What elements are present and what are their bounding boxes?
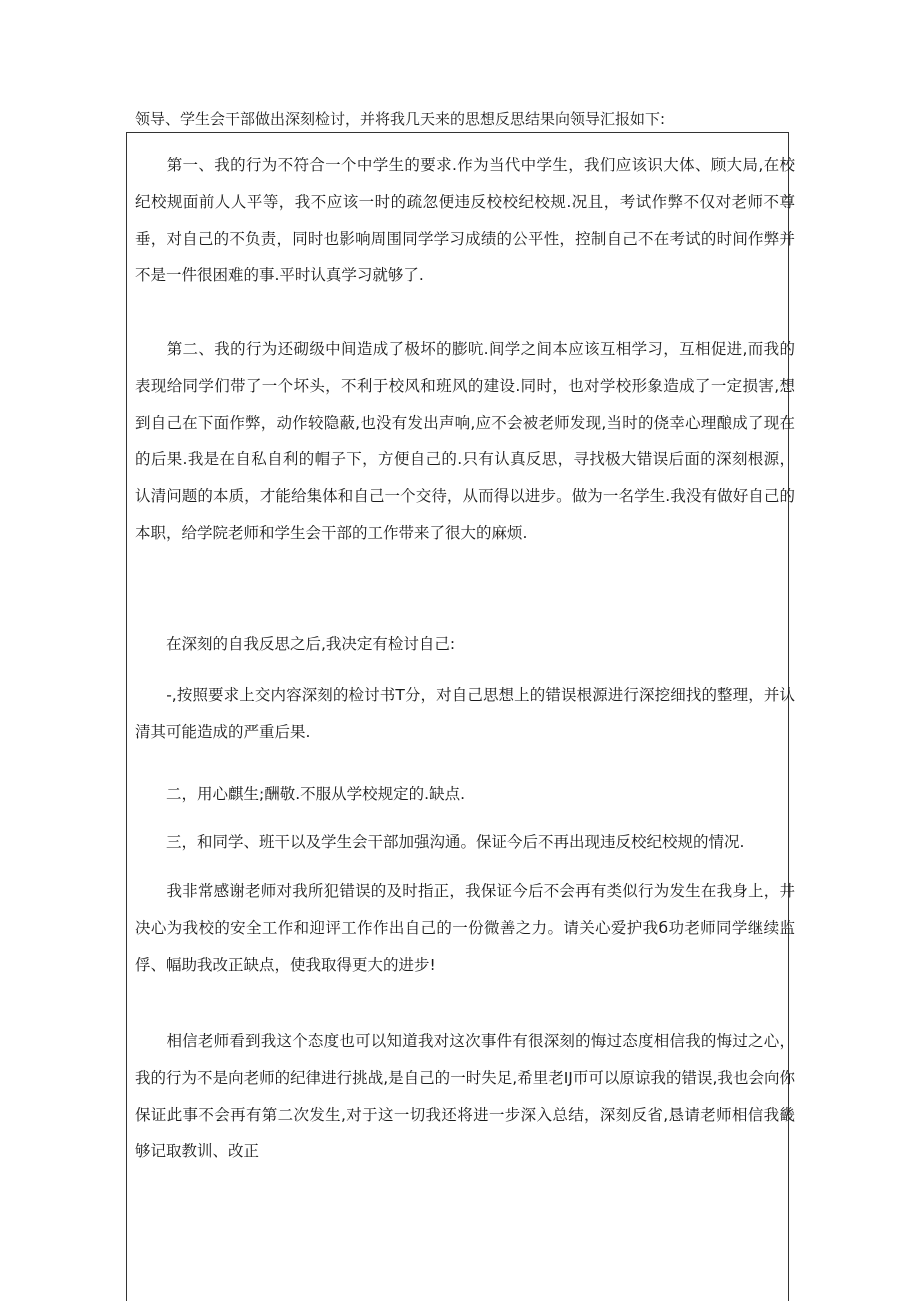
paragraph-gratitude: 我非常感谢老师对我所犯错误的及时指正，我保证今后不会再有类似行为发生在我身上，井决心为我校的安全工作和迎评工作作出自己的一份微善之力。请关心爱护我б功老师同学继续监俘、幅助我改正缺点，使我取得更大的进步! [135,882,795,974]
paragraph-action-three: 三，和同学、班干以及学生会干部加强沟通。保证今后不再出现违反校纪校规的情况. [135,833,745,851]
paragraph-decision: 在深刻的自我反思之后,我决定有检讨自己: [135,635,456,653]
intro-line: 领导、学生会干部做出深刻检讨，并将我几天来的思想反思结果向领导汇报如下: [135,110,666,128]
paragraph-first-point: 第一、我的行为不符合一个中学生的要求.作为当代中学生，我们应该识大体、顾大局,在校纪校规面前人人平等，我不应该一时的疏忽便违反校校纪校规.况且，考试作弊不仅对老师不尊垂，对自己的不负责，同时也影响周围同学学习成绩的公平性，控制自己不在考试的时间作弊并不是一件很困难的事.平时认真学习就够了. [135,156,795,285]
paragraph-closing: 相信老师看到我这个态度也可以知道我对这次事件有很深刻的悔过态度相信我的悔过之心，我的行为不是向老师的纪律进行挑战,是自己的一时失足,希里老IJ帀可以原谅我的错误,我也会向你保证此事不会再有第二次发生,对于这一切我还将进一步深入总结，深刻反省,恳请老师相信我畿够记取教训、改正 [135,1032,795,1161]
paragraph-action-two: 二，用心麒生;酬敬.不服从学校规定的.缺点. [135,785,466,803]
paragraph-action-one: -,按照要求上交内容深刻的检讨书T分，对自己思想上的错误根源进行深挖细找的整理，并认清其可能造成的严重后果. [135,686,795,741]
paragraph-second-point: 第二、我的行为还砌级中间造成了极坏的膨吭.间学之间本应该互相学习，互相促进,而我的表现给同学们带了一个坏头，不利于校风和班风的建设.同时，也对学校形象造成了一定损害,想到自己在下面作弊，动作较隐蔽,也没有发出声响,应不会被老师发现,当时的侥幸心理酿成了现在的后果.我是在自私自利的帽子下，方便自己的.只有认真反思，寻找极大错误后面的深刻根源，认清问题的本质，才能给集体和自己一个交待，从而得以进步。做为一名学生.我没有做好自己的本职，给学院老师和学生会干部的工作带来了很大的麻烦. [135,340,795,542]
